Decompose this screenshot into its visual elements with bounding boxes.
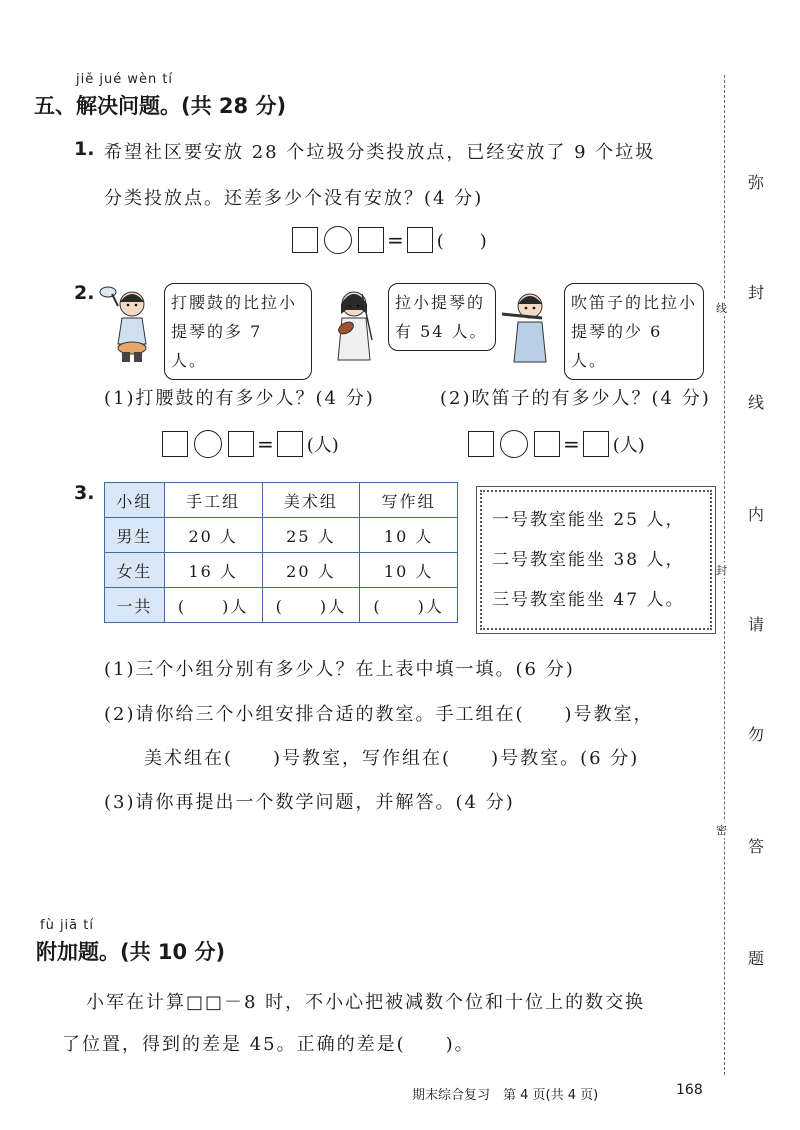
bonus-title: 附加题。(共 10 分) xyxy=(36,940,226,964)
speech-bubble-drum: 打腰鼓的比拉小提琴的多 7 人。 xyxy=(164,283,312,380)
classroom-capacity-box xyxy=(480,490,712,630)
speech-bubble-flute: 吹笛子的比拉小提琴的少 6 人。 xyxy=(564,283,704,380)
table-cell: 20 人 xyxy=(164,518,262,553)
table-cell: 10 人 xyxy=(360,518,458,553)
question-1-equation xyxy=(292,226,487,254)
table-cell: 16 人 xyxy=(164,553,262,588)
table-row-label: 男生 xyxy=(105,518,165,553)
answer-box[interactable] xyxy=(277,431,303,457)
bonus-line2: 了位置，得到的差是 45。正确的差是( )。 xyxy=(62,1034,475,1055)
question-3-number: 3. xyxy=(74,482,95,504)
room-3-capacity: 三号教室能坐 47 人。 xyxy=(492,590,685,610)
operator-circle[interactable] xyxy=(500,430,528,458)
answer-box[interactable] xyxy=(292,227,318,253)
equals-sign: = xyxy=(387,228,404,252)
unit-label: (人) xyxy=(612,435,645,456)
table-row-label: 女生 xyxy=(105,553,165,588)
page-number: 168 xyxy=(676,1082,703,1098)
question-2-equation-1 xyxy=(162,430,339,458)
unit-label: (人) xyxy=(306,435,339,456)
seal-line-label: 密 xyxy=(716,824,727,837)
table-row xyxy=(105,588,458,623)
answer-box[interactable] xyxy=(228,431,254,457)
bonus-pinyin: fù jiā tí xyxy=(40,918,94,933)
table-cell: 20 人 xyxy=(262,553,360,588)
table-cell: 25 人 xyxy=(262,518,360,553)
margin-char: 答 xyxy=(748,837,765,856)
answer-box[interactable] xyxy=(407,227,433,253)
unit-blank[interactable]: ( ) xyxy=(436,231,487,252)
table-header-cell: 写作组 xyxy=(360,483,458,518)
room-1-capacity: 一号教室能坐 25 人， xyxy=(492,510,685,530)
question-1-line2: 分类投放点。还差多少个没有安放？(4 分) xyxy=(104,188,484,209)
equals-sign: = xyxy=(257,432,274,456)
table-answer-cell[interactable]: ( )人 xyxy=(262,588,360,623)
question-3-sub3: (3)请你再提出一个数学问题，并解答。(4 分) xyxy=(104,792,515,813)
question-2-sub2: (2)吹笛子的有多少人？(4 分) xyxy=(440,388,711,409)
question-3-sub2-line2: 美术组在( )号教室，写作组在( )号教室。(6 分) xyxy=(144,748,640,769)
table-answer-cell[interactable]: ( )人 xyxy=(360,588,458,623)
table-header-cell: 手工组 xyxy=(164,483,262,518)
table-header-cell: 美术组 xyxy=(262,483,360,518)
question-1-number: 1. xyxy=(74,138,95,160)
question-2-equation-2 xyxy=(468,430,645,458)
answer-box[interactable] xyxy=(468,431,494,457)
table-row-label: 一共 xyxy=(105,588,165,623)
room-2-capacity: 二号教室能坐 38 人， xyxy=(492,550,685,570)
answer-box[interactable] xyxy=(358,227,384,253)
margin-char: 请 xyxy=(748,615,765,634)
drummer-kid-illustration xyxy=(98,278,162,364)
seal-line-label: 封 xyxy=(716,564,727,577)
answer-box[interactable] xyxy=(534,431,560,457)
table-row xyxy=(105,553,458,588)
section-title: 五、解决问题。(共 28 分) xyxy=(34,94,287,118)
question-2-sub1: (1)打腰鼓的有多少人？(4 分) xyxy=(104,388,375,409)
operator-circle[interactable] xyxy=(324,226,352,254)
operator-circle[interactable] xyxy=(194,430,222,458)
answer-box[interactable] xyxy=(162,431,188,457)
equals-sign: = xyxy=(563,432,580,456)
table-header-row xyxy=(105,483,458,518)
bonus-line1: 小军在计算□□－8 时，不小心把被减数个位和十位上的数交换 xyxy=(86,992,646,1013)
margin-char: 内 xyxy=(748,505,765,524)
table-row xyxy=(105,518,458,553)
table-cell: 10 人 xyxy=(360,553,458,588)
question-2-number: 2. xyxy=(74,282,95,304)
margin-char: 封 xyxy=(748,283,765,302)
question-1-line1: 希望社区要安放 28 个垃圾分类投放点，已经安放了 9 个垃圾 xyxy=(104,142,656,163)
margin-char: 题 xyxy=(748,949,765,968)
flute-kid-illustration xyxy=(498,282,562,366)
question-3-sub1: (1)三个小组分别有多少人？在上表中填一填。(6 分) xyxy=(104,659,575,680)
table-answer-cell[interactable]: ( )人 xyxy=(164,588,262,623)
margin-char: 弥 xyxy=(748,173,765,192)
speech-bubble-violin: 拉小提琴的有 54 人。 xyxy=(388,283,496,351)
group-table xyxy=(104,482,458,623)
footer-label: 期末综合复习 第 4 页(共 4 页) xyxy=(412,1088,599,1103)
violinist-kid-illustration xyxy=(322,280,386,366)
section-pinyin: jiě jué wèn tí xyxy=(76,72,174,87)
seal-line-label: 线 xyxy=(716,302,727,315)
margin-char: 线 xyxy=(748,393,765,412)
answer-box[interactable] xyxy=(583,431,609,457)
margin-char: 勿 xyxy=(748,725,765,744)
question-3-sub2-line1: (2)请你给三个小组安排合适的教室。手工组在( )号教室， xyxy=(104,704,654,725)
table-header-cell: 小组 xyxy=(105,483,165,518)
